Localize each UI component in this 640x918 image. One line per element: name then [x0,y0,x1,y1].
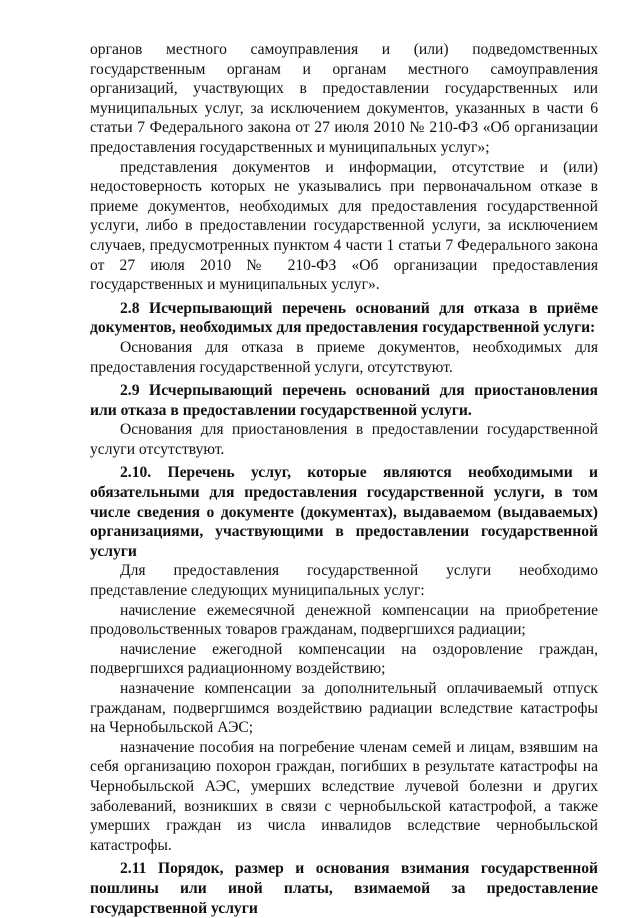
list-item-monthly-compensation: начисление ежемесячной денежной компенсации на приобретение продовольственных товаров гражданам, подвергшихся радиации; [90,601,598,639]
heading-2-10: 2.10. Перечень услуг, которые являются необходимыми и обязательными для предоставления государственной услуги, в том числе сведения о документе (документах), выдаваемом (выдаваемых) организациями, участвующими в предоставлении государственной услуги [90,464,598,560]
list-item-leave-compensation: назначение компенсации за дополнительный оплачиваемый отпуск гражданам, подвергшимся воздействию радиации вследствие катастрофы на Чернобыльской АЭС; [90,680,598,737]
list-item-annual-compensation: начисление ежегодной компенсации на оздоровление граждан, подвергшихся радиационному воздействию; [90,640,598,678]
paragraph-documents: представления документов и информации, отсутствие и (или) недостоверность которых не указывались при первоначальном отказе в приеме документов, необходимых для предоставления государственной услуги, либо в предоставлении государственной услуги, за исключением случаев, предусмотренных пунктом 4 части 1 статьи 7 Федерального закона от 27 июля 2010 № 210-ФЗ «Об организации предоставления государственных и муниципальных услуг». [90,158,598,294]
paragraph-refusal-grounds: Основания для отказа в приеме документов, необходимых для предоставления государственной услуги, отсутствуют. [90,338,598,376]
paragraph-required-services: Для предоставления государственной услуги необходимо представление следующих муниципальных услуг: [90,562,598,600]
paragraph-suspension-grounds: Основания для приостановления в предоставлении государственной услуги отсутствуют. [90,421,598,458]
paragraph-continuation: органов местного самоуправления и (или) подведомственных государственным органам и органам местного самоуправления организаций, участвующих в предоставлении государственных или муниципальных услуг, за исключением документов, указанных в части 6 статьи 7 Федерального закона от 27 июля 2010 № 210-ФЗ «Об организации предоставления государственных и муниципальных услуг»; [90,41,598,156]
heading-2-9: 2.9 Исчерпывающий перечень оснований для приостановления или отказа в предоставлении государственной услуги. [90,382,598,419]
document-page [90,40,598,918]
list-item-burial-allowance: назначение пособия на погребение членам семей и лицам, взявшим на себя организацию похорон граждан, погибших в результате катастрофы на Чернобыльской АЭС, умерших вследствие лучевой болезни и других заболеваний, возникших в связи с чернобыльской катастрофой, а также умерших граждан из числа инвалидов вследствие чернобыльской катастрофы. [90,738,598,854]
heading-2-11: 2.11 Порядок, размер и основания взимания государственной пошлины или иной платы, взимаемой за предоставление государственной услуги [90,860,598,917]
heading-2-8: 2.8 Исчерпывающий перечень оснований для отказа в приёме документов, необходимых для предоставления государственной услуги: [90,299,598,337]
